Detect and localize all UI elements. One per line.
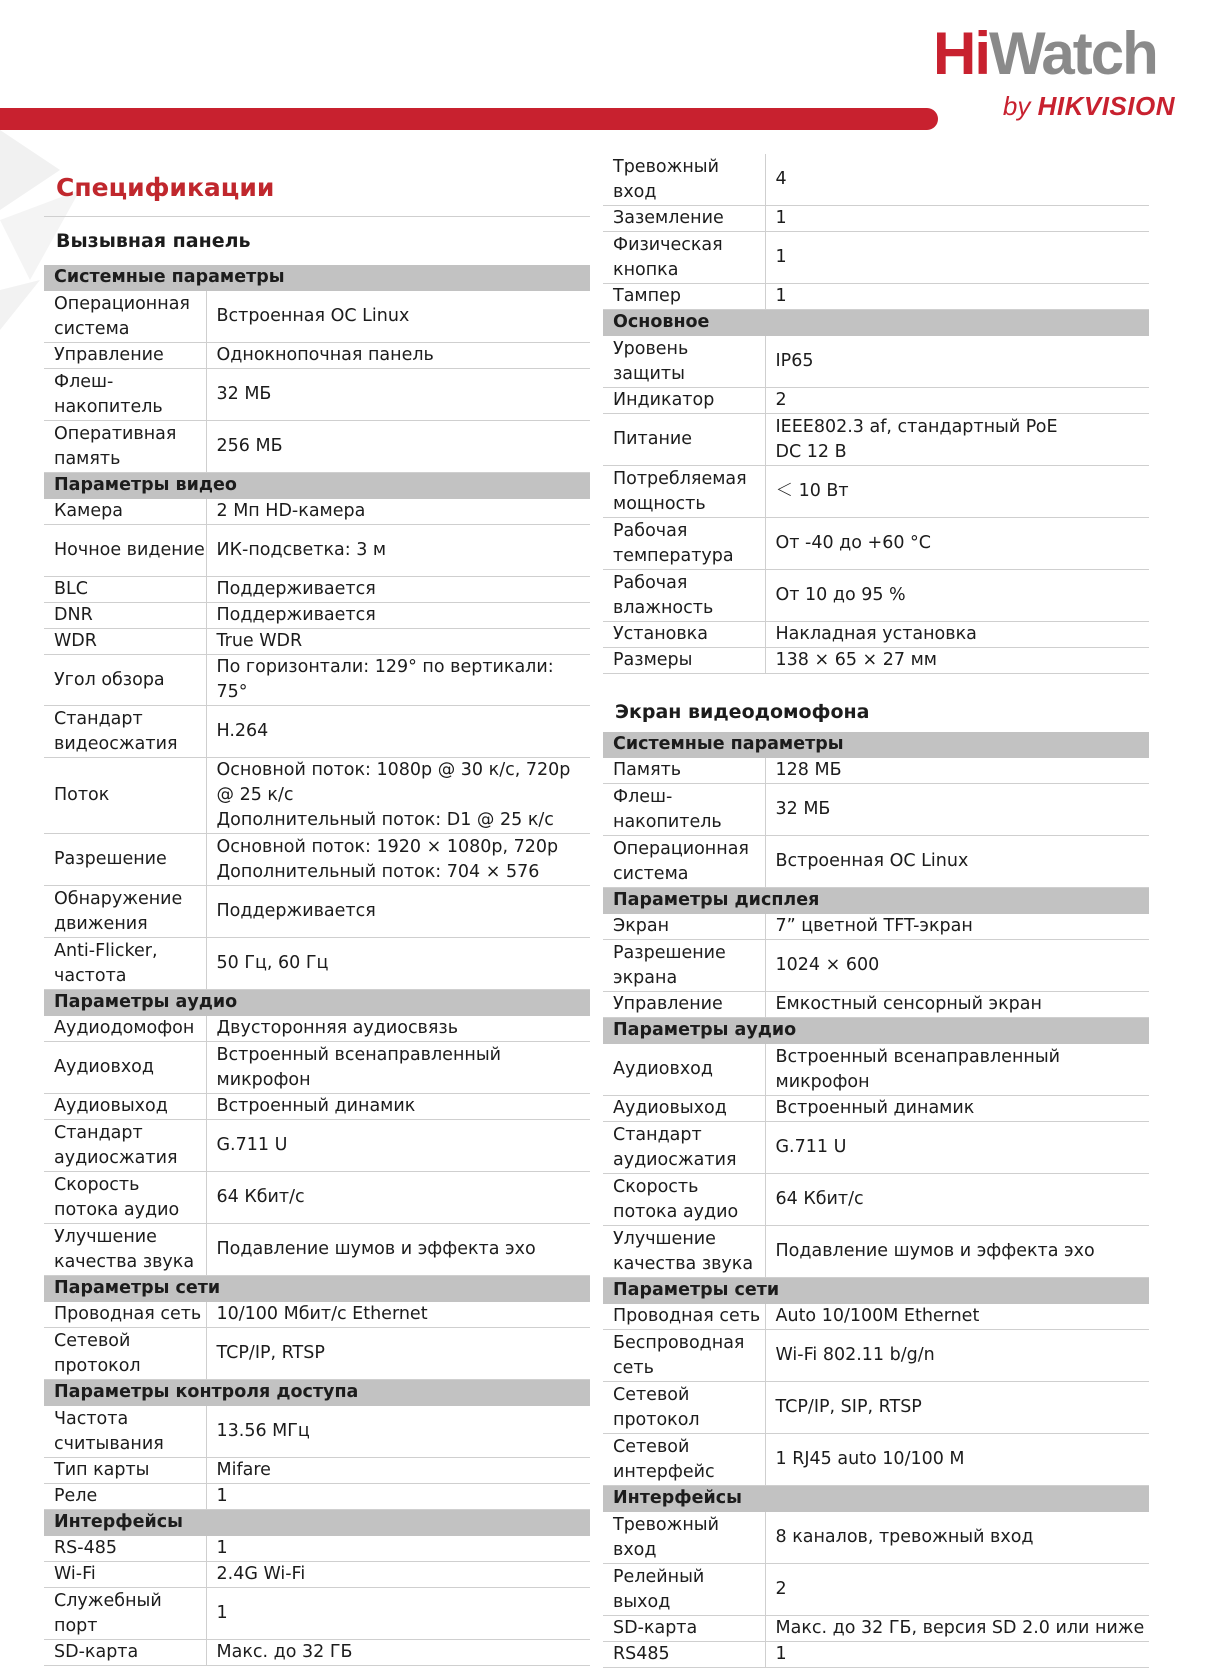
spec-row [44, 421, 590, 473]
spec-value: IEEE802.3 af, стандартный PoE DC 12 В [765, 414, 1149, 466]
spec-value: 256 МБ [206, 421, 590, 473]
spec-row [603, 232, 1149, 284]
spec-row [603, 992, 1149, 1018]
spec-row [603, 154, 1149, 206]
spec-key: RS485 [603, 1642, 765, 1668]
spec-key: Стандарт видеосжатия [44, 706, 206, 758]
spec-key: Размеры [603, 648, 765, 674]
spec-key: Физическая кнопка [603, 232, 765, 284]
spec-value: 64 Кбит/с [765, 1174, 1149, 1226]
section-header [603, 732, 1149, 758]
spec-row [603, 284, 1149, 310]
spec-row [44, 1328, 590, 1380]
spec-value: Подавление шумов и эффекта эхо [765, 1226, 1149, 1278]
spec-value: Встроенная ОС Linux [206, 291, 590, 343]
spec-key: SD-карта [603, 1616, 765, 1642]
header-red-bar [0, 108, 938, 130]
spec-value: 1 [765, 206, 1149, 232]
spec-row [44, 1224, 590, 1276]
spec-row [44, 1484, 590, 1510]
spec-value: Накладная установка [765, 622, 1149, 648]
spec-row [44, 343, 590, 369]
spec-value: Основной поток: 1080p @ 30 к/с, 720p @ 25 к/с Дополнительный поток: D1 @ 25 к/с [206, 758, 590, 834]
spec-value: Макс. до 32 ГБ [206, 1640, 590, 1666]
section-header [44, 1380, 590, 1406]
spec-value: TCP/IP, RTSP [206, 1328, 590, 1380]
spec-key: DNR [44, 603, 206, 629]
spec-value: 13.56 МГц [206, 1406, 590, 1458]
logo-hi: Hi [933, 20, 989, 87]
spec-value: 1 [206, 1536, 590, 1562]
spec-row [44, 1042, 590, 1094]
spec-row [44, 291, 590, 343]
spec-value: ИК-подсветка: 3 м [206, 525, 590, 577]
spec-value: G.711 U [765, 1122, 1149, 1174]
spec-value: IP65 [765, 336, 1149, 388]
spec-key: Сетевой интерфейс [603, 1434, 765, 1486]
spec-key: Разрешение экрана [603, 940, 765, 992]
spec-key: Скорость потока аудио [603, 1174, 765, 1226]
spec-value: 1 [765, 232, 1149, 284]
spec-key: Индикатор [603, 388, 765, 414]
section-header [44, 265, 590, 291]
spec-value: 1 RJ45 auto 10/100 M [765, 1434, 1149, 1486]
spec-row [603, 784, 1149, 836]
spec-key: Уровень защиты [603, 336, 765, 388]
spec-value: 32 МБ [765, 784, 1149, 836]
spec-value: Mifare [206, 1458, 590, 1484]
spec-value: 50 Гц, 60 Гц [206, 938, 590, 990]
spec-value: 1 [765, 284, 1149, 310]
spec-key: Флеш-накопитель [44, 369, 206, 421]
spec-key: RS-485 [44, 1536, 206, 1562]
spec-value: 10/100 Мбит/с Ethernet [206, 1302, 590, 1328]
spec-key: Стандарт аудиосжатия [44, 1120, 206, 1172]
spec-value: Макс. до 32 ГБ, версия SD 2.0 или ниже [765, 1616, 1149, 1642]
spec-row [603, 1642, 1149, 1668]
spec-key: Проводная сеть [44, 1302, 206, 1328]
spec-row [603, 940, 1149, 992]
spec-key: Беспроводная сеть [603, 1330, 765, 1382]
spec-row [44, 1640, 590, 1666]
spec-key: Аудиовыход [603, 1096, 765, 1122]
spec-key: Операционная система [603, 836, 765, 888]
spec-key: Anti-Flicker, частота [44, 938, 206, 990]
logo-watch: Watch [989, 20, 1157, 87]
spec-key: Рабочая температура [603, 518, 765, 570]
spec-row [44, 1120, 590, 1172]
spec-value: 8 каналов, тревожный вход [765, 1512, 1149, 1564]
spec-row [44, 706, 590, 758]
spec-key: Аудиовход [44, 1042, 206, 1094]
spec-key: Ночное видение [44, 525, 206, 577]
spec-row [44, 1562, 590, 1588]
spec-row [44, 886, 590, 938]
section-title: Основное [603, 310, 1149, 336]
spec-row [603, 518, 1149, 570]
spec-key: Обнаружение движения [44, 886, 206, 938]
spec-key: Питание [603, 414, 765, 466]
right-section-title: Экран видеодомофона [615, 701, 870, 723]
spec-row [44, 938, 590, 990]
section-header [44, 1510, 590, 1536]
right-column [603, 154, 1149, 1668]
spec-value: 1 [206, 1588, 590, 1640]
spec-key: Аудиодомофон [44, 1016, 206, 1042]
spec-value: 128 МБ [765, 758, 1149, 784]
spec-value: Встроенный динамик [765, 1096, 1149, 1122]
spec-value: 64 Кбит/с [206, 1172, 590, 1224]
spec-row [603, 622, 1149, 648]
spec-row [44, 369, 590, 421]
spec-key: Установка [603, 622, 765, 648]
spec-value: Основной поток: 1920 × 1080p, 720p Дополнительный поток: 704 × 576 [206, 834, 590, 886]
spec-value: ＜ 10 Вт [765, 466, 1149, 518]
spec-key: Аудиовыход [44, 1094, 206, 1120]
spec-value: Двусторонняя аудиосвязь [206, 1016, 590, 1042]
spec-row [44, 655, 590, 706]
spec-row [44, 1302, 590, 1328]
spec-row [603, 1512, 1149, 1564]
spec-value: Встроенный всенаправленный микрофон [206, 1042, 590, 1094]
section-header [44, 1276, 590, 1302]
spec-key: Wi-Fi [44, 1562, 206, 1588]
spec-row [44, 1094, 590, 1120]
page-title: Спецификации [44, 160, 590, 217]
spec-value: От -40 до +60 °C [765, 518, 1149, 570]
spec-key: BLC [44, 577, 206, 603]
spec-value: От 10 до 95 % [765, 570, 1149, 622]
spec-key: Сетевой протокол [44, 1328, 206, 1380]
spec-key: Скорость потока аудио [44, 1172, 206, 1224]
spec-value: Встроенный всенаправленный микрофон [765, 1044, 1149, 1096]
spec-key: WDR [44, 629, 206, 655]
spec-row [603, 836, 1149, 888]
spec-row [44, 758, 590, 834]
spec-value: 2 [765, 388, 1149, 414]
section-header [603, 1278, 1149, 1304]
call-panel-spec-table-continued [603, 154, 1149, 674]
spec-value: 2 [765, 1564, 1149, 1616]
spec-row [603, 1304, 1149, 1330]
section-title: Параметры контроля доступа [44, 1380, 590, 1406]
spec-key: Поток [44, 758, 206, 834]
section-title: Интерфейсы [44, 1510, 590, 1536]
spec-key: Экран [603, 914, 765, 940]
spec-row [603, 1564, 1149, 1616]
section-title: Системные параметры [44, 265, 590, 291]
section-title: Системные параметры [603, 732, 1149, 758]
spec-key: Тревожный вход [603, 1512, 765, 1564]
spec-row [44, 629, 590, 655]
spec-row [603, 1330, 1149, 1382]
section-title: Параметры аудио [44, 990, 590, 1016]
spec-value: True WDR [206, 629, 590, 655]
section-header [603, 310, 1149, 336]
spec-row [603, 1122, 1149, 1174]
spec-row [603, 914, 1149, 940]
spec-value: Подавление шумов и эффекта эхо [206, 1224, 590, 1276]
spec-value: По горизонтали: 129° по вертикали: 75° [206, 655, 590, 706]
spec-row [44, 577, 590, 603]
spec-row [603, 1044, 1149, 1096]
spec-value: 7” цветной TFT-экран [765, 914, 1149, 940]
spec-value: Поддерживается [206, 886, 590, 938]
logo-by: by [1002, 91, 1038, 121]
spec-key: Операционная система [44, 291, 206, 343]
spec-value: TCP/IP, SIP, RTSP [765, 1382, 1149, 1434]
spec-value: 2.4G Wi-Fi [206, 1562, 590, 1588]
spec-key: Стандарт аудиосжатия [603, 1122, 765, 1174]
spec-row [44, 1536, 590, 1562]
spec-row [44, 1588, 590, 1640]
spec-value: Auto 10/100M Ethernet [765, 1304, 1149, 1330]
spec-key: Управление [603, 992, 765, 1018]
spec-value: Встроенная ОС Linux [765, 836, 1149, 888]
spec-key: Сетевой протокол [603, 1382, 765, 1434]
monitor-spec-table [603, 732, 1149, 1668]
spec-key: Угол обзора [44, 655, 206, 706]
spec-key: Проводная сеть [603, 1304, 765, 1330]
spec-value: 1 [765, 1642, 1149, 1668]
spec-row [603, 336, 1149, 388]
section-header [44, 473, 590, 499]
spec-value: 1 [206, 1484, 590, 1510]
spec-value: 138 × 65 × 27 мм [765, 648, 1149, 674]
spec-row [603, 1174, 1149, 1226]
spec-row [44, 1458, 590, 1484]
spec-key: Тревожный вход [603, 154, 765, 206]
spec-row [603, 758, 1149, 784]
section-title: Параметры аудио [603, 1018, 1149, 1044]
call-panel-spec-table [44, 265, 590, 1666]
spec-key: SD-карта [44, 1640, 206, 1666]
spec-row [603, 466, 1149, 518]
spec-key: Потребляемая мощность [603, 466, 765, 518]
spec-row [44, 1406, 590, 1458]
spec-key: Заземление [603, 206, 765, 232]
section-title: Параметры сети [603, 1278, 1149, 1304]
spec-key: Служебный порт [44, 1588, 206, 1640]
spec-key: Тип карты [44, 1458, 206, 1484]
spec-row [44, 1172, 590, 1224]
spec-row [44, 499, 590, 525]
spec-key: Частота считывания [44, 1406, 206, 1458]
spec-row [603, 1382, 1149, 1434]
spec-key: Аудиовход [603, 1044, 765, 1096]
spec-key: Камера [44, 499, 206, 525]
spec-row [44, 603, 590, 629]
spec-value: G.711 U [206, 1120, 590, 1172]
spec-key: Разрешение [44, 834, 206, 886]
spec-value: 1024 × 600 [765, 940, 1149, 992]
spec-key: Релейный выход [603, 1564, 765, 1616]
section-title: Параметры видео [44, 473, 590, 499]
spec-value: 2 Мп HD-камера [206, 499, 590, 525]
spec-key: Реле [44, 1484, 206, 1510]
spec-value: 32 МБ [206, 369, 590, 421]
spec-key: Рабочая влажность [603, 570, 765, 622]
section-header [603, 888, 1149, 914]
spec-value: Wi-Fi 802.11 b/g/n [765, 1330, 1149, 1382]
spec-value: Поддерживается [206, 577, 590, 603]
spec-value: Поддерживается [206, 603, 590, 629]
spec-row [603, 570, 1149, 622]
spec-value: 4 [765, 154, 1149, 206]
hiwatch-logo [925, 20, 1185, 121]
spec-row [603, 414, 1149, 466]
section-title: Параметры сети [44, 1276, 590, 1302]
spec-row [44, 1016, 590, 1042]
section-title: Параметры дисплея [603, 888, 1149, 914]
spec-row [603, 1226, 1149, 1278]
spec-key: Тампер [603, 284, 765, 310]
spec-value: Однокнопочная панель [206, 343, 590, 369]
spec-row [603, 648, 1149, 674]
section-header [603, 1018, 1149, 1044]
section-title: Интерфейсы [603, 1486, 1149, 1512]
spec-row [603, 1434, 1149, 1486]
spec-row [603, 388, 1149, 414]
spec-key: Улучшение качества звука [603, 1226, 765, 1278]
spec-row [44, 834, 590, 886]
logo-brand: HIKVISION [1037, 91, 1175, 121]
left-section-title: Вызывная панель [56, 230, 251, 252]
left-column [44, 160, 590, 1666]
spec-value: Емкостный сенсорный экран [765, 992, 1149, 1018]
spec-row [44, 525, 590, 577]
spec-key: Оперативная память [44, 421, 206, 473]
spec-value: H.264 [206, 706, 590, 758]
spec-row [603, 1096, 1149, 1122]
spec-key: Управление [44, 343, 206, 369]
spec-row [603, 206, 1149, 232]
spec-value: Встроенный динамик [206, 1094, 590, 1120]
spec-row [603, 1616, 1149, 1642]
spec-key: Улучшение качества звука [44, 1224, 206, 1276]
section-header [603, 1486, 1149, 1512]
spec-key: Флеш-накопитель [603, 784, 765, 836]
section-header [44, 990, 590, 1016]
spec-key: Память [603, 758, 765, 784]
